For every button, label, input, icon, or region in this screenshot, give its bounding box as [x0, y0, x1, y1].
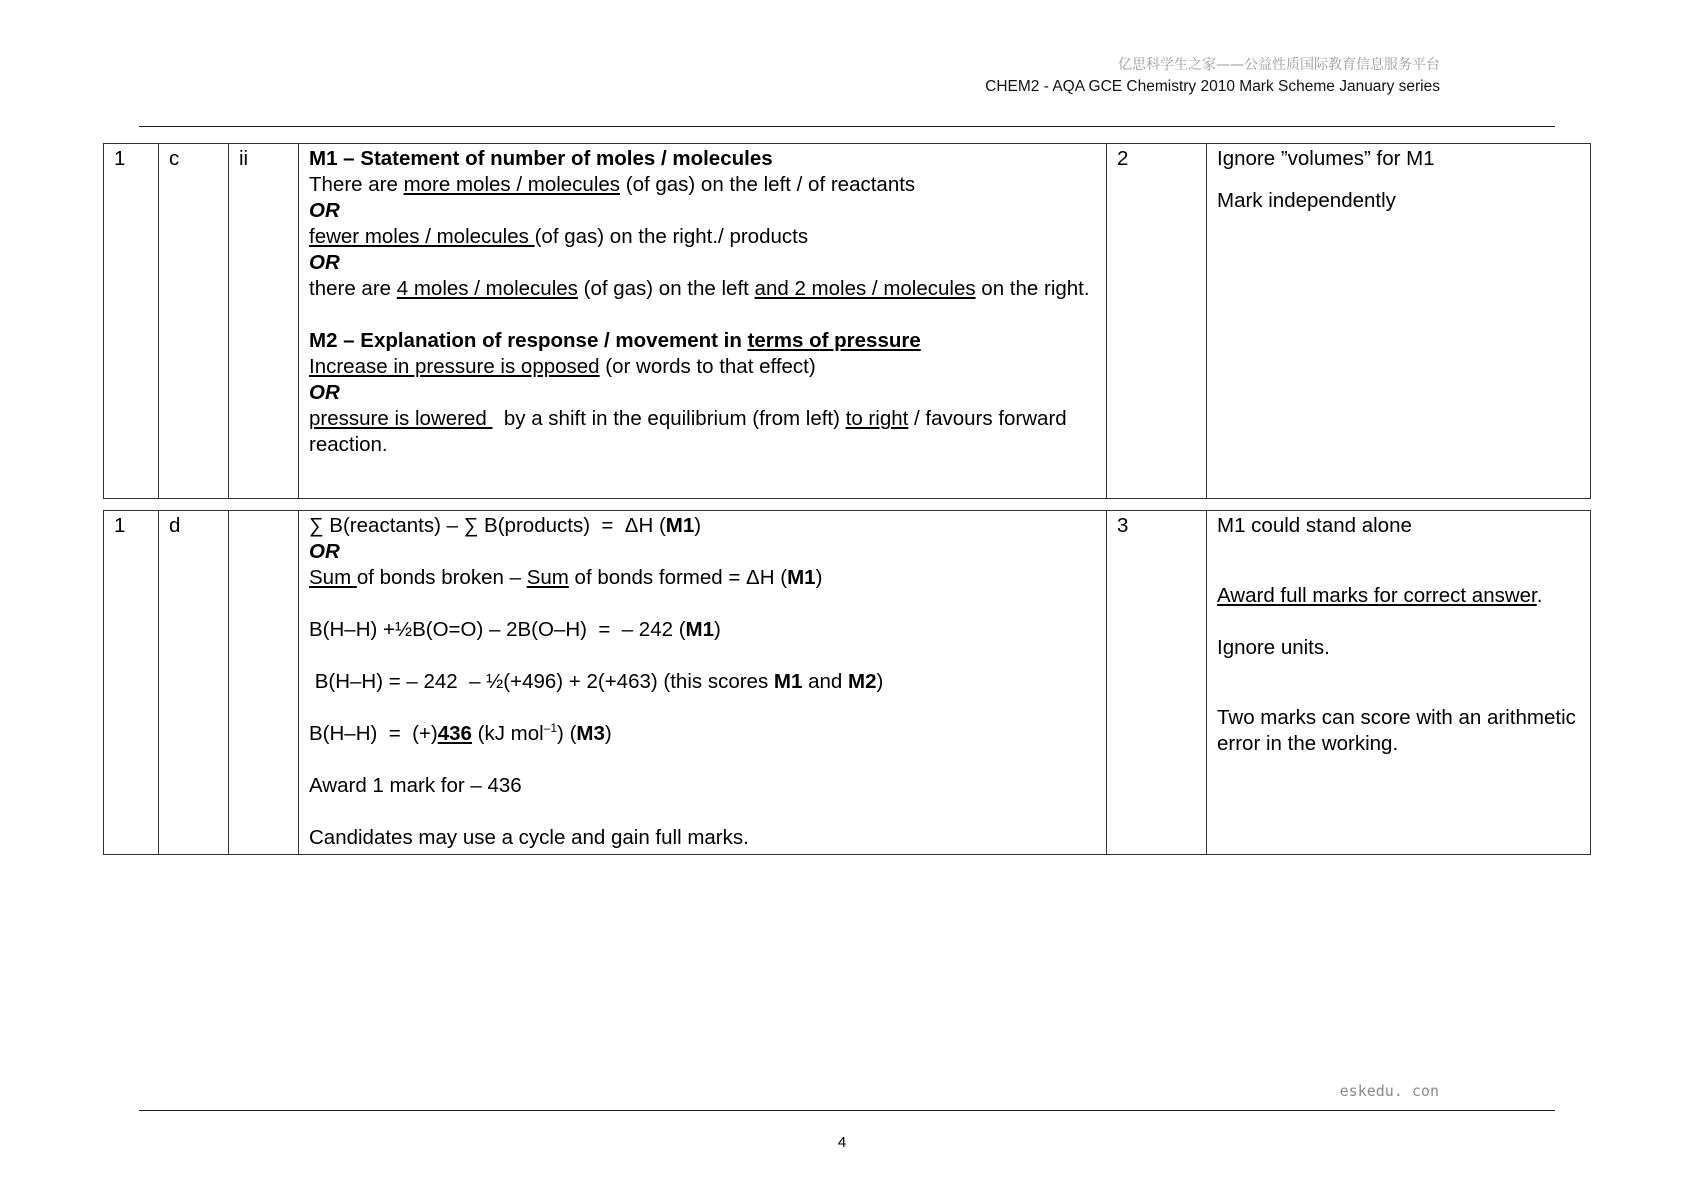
answer-line: B(H–H) +½B(O=O) – 2B(O–H) = – 242 (M1): [309, 618, 721, 641]
answer-line: pressure is lowered by a shift in the equilibrium (from left) to right / favours forward reaction.: [309, 407, 1067, 456]
comment-line: M1 could stand alone: [1217, 514, 1412, 537]
comment-line: Mark independently: [1217, 189, 1396, 212]
answer-line: fewer moles / molecules (of gas) on the right./ products: [309, 225, 809, 248]
question-subpart-cell: [229, 511, 299, 855]
answer-line: Sum of bonds broken – Sum of bonds formed = ΔH (M1): [309, 566, 823, 589]
question-subpart-cell: ii: [229, 144, 299, 499]
question-number-cell: 1: [104, 511, 159, 855]
question-number-cell: 1: [104, 144, 159, 499]
table-row: [104, 144, 1591, 499]
or-label: OR: [309, 199, 340, 222]
table-row: [104, 511, 1591, 855]
question-part-cell: c: [159, 144, 229, 499]
watermark: eskedu. con: [1339, 1082, 1439, 1100]
marks-cell: 2: [1107, 144, 1207, 499]
m1-heading: M1 – Statement of number of moles / molecules: [309, 147, 773, 170]
header-document-title: CHEM2 - AQA GCE Chemistry 2010 Mark Scheme January series: [985, 78, 1440, 95]
marks-cell: 3: [1107, 511, 1207, 855]
answer-line: there are 4 moles / molecules (of gas) on the left and 2 moles / molecules on the right.: [309, 277, 1090, 300]
or-label: OR: [309, 540, 340, 563]
header-site-name: 亿思科学生之家——公益性质国际教育信息服务平台: [1118, 57, 1440, 73]
or-label: OR: [309, 381, 340, 404]
comments-cell: [1207, 144, 1591, 499]
answer-value: 436: [437, 722, 472, 745]
comment-line: Ignore ”volumes” for M1: [1217, 147, 1435, 170]
footer-divider: [139, 1110, 1555, 1111]
m2-heading: M2 – Explanation of response / movement in terms of pressure: [309, 329, 921, 352]
answer-line: There are more moles / molecules (of gas) on the left / of reactants: [309, 173, 916, 196]
answer-line: B(H–H) = – 242 – ½(+496) + 2(+463) (this scores M1 and M2): [309, 670, 884, 693]
answer-cell: [299, 511, 1107, 855]
mark-scheme-table-1cii: [103, 143, 1591, 499]
answer-cell: [299, 144, 1107, 499]
comment-line: Two marks can score with an arithmetic error in the working.: [1217, 706, 1576, 755]
answer-line: Candidates may use a cycle and gain full marks.: [309, 826, 749, 849]
answer-line: Award 1 mark for – 436: [309, 774, 522, 797]
page-number: 4: [837, 1134, 847, 1151]
answer-line: Increase in pressure is opposed (or words to that effect): [309, 355, 816, 378]
mark-scheme-table-1d: [103, 510, 1591, 855]
comment-line: Ignore units.: [1217, 636, 1330, 659]
comments-cell: [1207, 511, 1591, 855]
answer-line: B(H–H) = (+)436 (kJ mol$^{-1}$) (M3): [309, 721, 612, 745]
header-divider: [139, 126, 1555, 127]
comment-line: Award full marks for correct answer.: [1217, 584, 1543, 607]
question-part-cell: d: [159, 511, 229, 855]
or-label: OR: [309, 251, 340, 274]
answer-line: ∑ B(reactants) – ∑ B(products) = ΔH (M1): [309, 514, 702, 537]
